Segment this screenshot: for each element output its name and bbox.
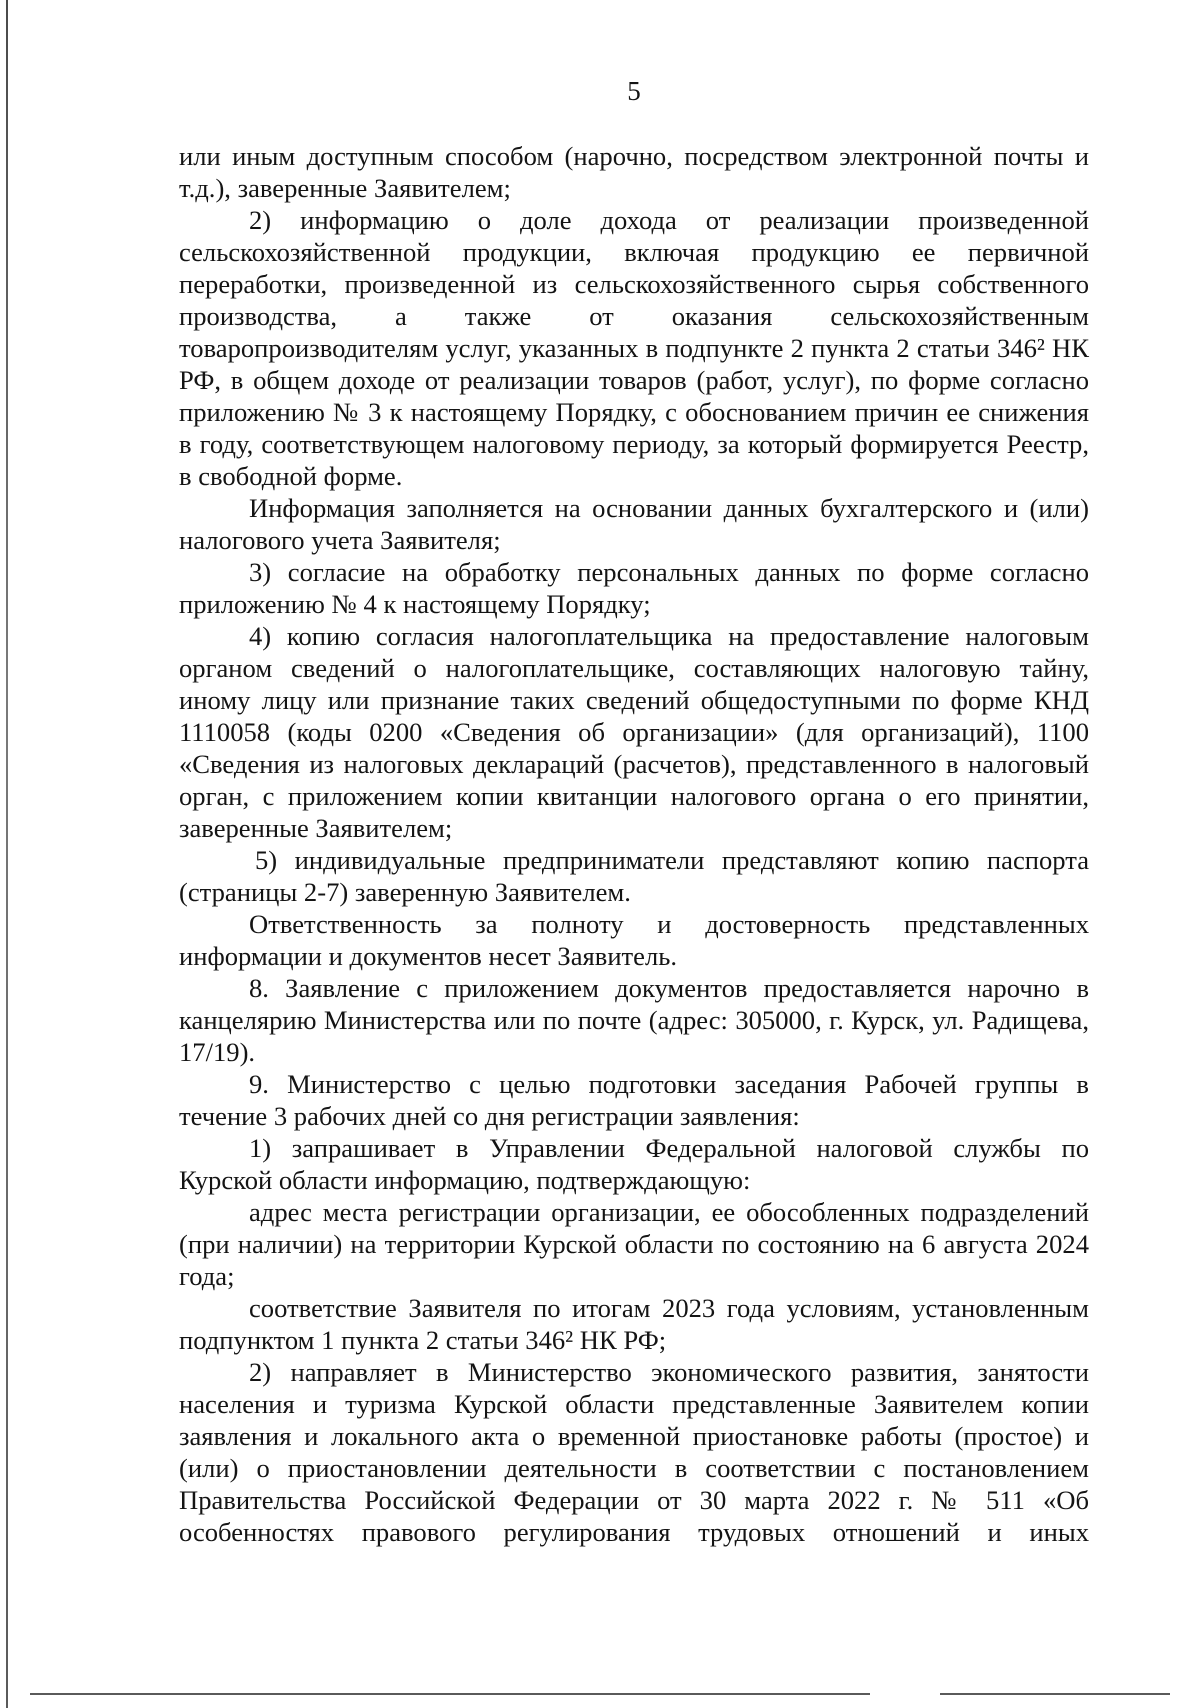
paragraph-8-submission: 8. Заявление с приложением документов предоставляется нарочно в канцелярию Министерства или по почте (адрес: 305000, г. Курск, ул. Радищева, 17/19). — [179, 973, 1089, 1067]
paragraph-responsibility: Ответственность за полноту и достоверность представленных информации и документов несет Заявитель. — [179, 909, 1089, 971]
paragraph-item-3-consent: 3) согласие на обработку персональных данных по форме согласно приложению № 4 к настоящему Порядку; — [179, 557, 1089, 619]
scan-edge-left — [6, 0, 8, 1708]
page-number: 5 — [627, 76, 641, 106]
paragraph-continuation: или иным доступным способом (нарочно, посредством электронной почты и т.д.), заверенные Заявителем; — [179, 141, 1089, 203]
paragraph-address: адрес места регистрации организации, ее обособленных подразделений (при наличии) на территории Курской области по состоянию на 6 августа 2024 года; — [179, 1197, 1089, 1291]
paragraph-item-2-income-share: 2) информацию о доле дохода от реализации произведенной сельскохозяйственной продукции, включая продукцию ее первичной переработки, произведенной из сельскохозяйственного сырья собственного производства, а также от оказания сельскохозяйственным товаропроизводителям услуг, указанных в подпункте 2 пункта 2 статьи 346² НК РФ, в общем доходе от реализации товаров (работ, услуг), по форме согласно приложению № 3 к настоящему Порядку, с обоснованием причин ее снижения в году, соответствующем налоговому периоду, за который формируется Реестр, в свободной форме. — [179, 205, 1089, 491]
paragraph-item-4-tax-consent: 4) копию согласия налогоплательщика на предоставление налоговым органом сведений о налогоплательщике, составляющих налоговую тайну, иному лицу или признание таких сведений общедоступными по форме КНД 1110058 (коды 0200 «Сведения об организации» (для организаций), 1100 «Сведения из налоговых деклараций (расчетов), представленного в налоговый орган, с приложением копии квитанции налогового органа о его принятии, заверенные Заявителем; — [179, 621, 1089, 843]
scan-edge-bottom — [30, 1693, 1170, 1695]
paragraph-item-5-passport: 5) индивидуальные предприниматели представляют копию паспорта (страницы 2-7) заверенную Заявителем. — [179, 845, 1089, 907]
scan-edge-gap — [870, 1692, 940, 1696]
paragraph-9-item-1-request: 1) запрашивает в Управлении Федеральной налоговой службы по Курской области информацию, подтверждающую: — [179, 1133, 1089, 1195]
paragraph-info-filling: Информация заполняется на основании данных бухгалтерского и (или) налогового учета Заявителя; — [179, 493, 1089, 555]
paragraph-9-item-2-sends: 2) направляет в Министерство экономического развития, занятости населения и туризма Курской области представленные Заявителем копии заявления и локального акта о временной приостановке работы (простое) и (или) о приостановлении деятельности в соответствии с постановлением Правительства Российской Федерации от 30 марта 2022 г. № 511 «Об особенностях правового регулирования трудовых отношений и иных — [179, 1357, 1089, 1547]
paragraph-compliance: соответствие Заявителя по итогам 2023 года условиям, установленным подпунктом 1 пункта 2 статьи 346² НК РФ; — [179, 1293, 1089, 1355]
paragraph-9-ministry: 9. Министерство с целью подготовки заседания Рабочей группы в течение 3 рабочих дней со дня регистрации заявления: — [179, 1069, 1089, 1131]
document-body — [179, 140, 1089, 1548]
